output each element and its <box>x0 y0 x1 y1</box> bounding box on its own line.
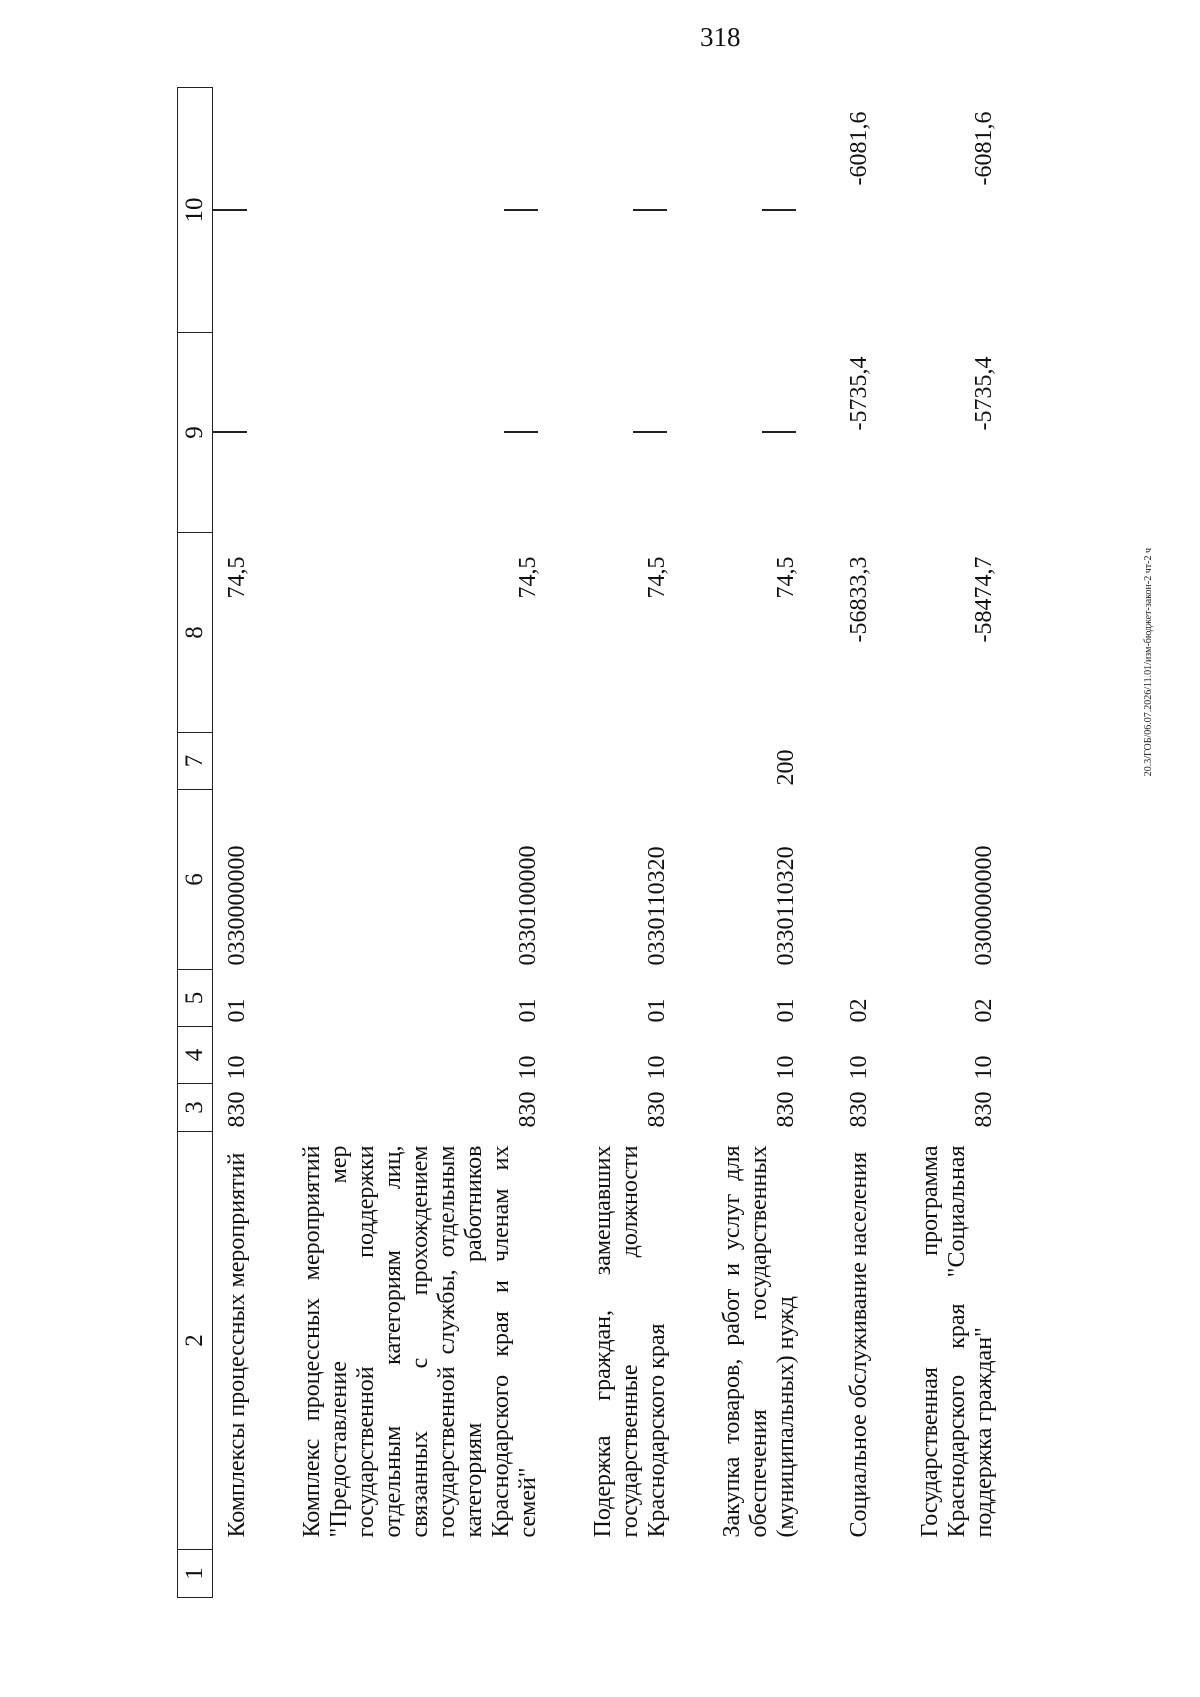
row-description: Закупка товаров, работ и услуг для обеспечения государственных (муниципальных) нужд <box>719 1145 799 1538</box>
cell-c10: -6081,6 <box>971 111 997 186</box>
cell-c7 <box>213 733 252 790</box>
col-header-10: 10 <box>178 88 213 333</box>
cell-c1 <box>917 1550 998 1598</box>
cell-c9: -5735,4 <box>971 356 997 431</box>
cell-c7 <box>846 733 873 790</box>
cell-c4: 10 <box>846 1055 872 1080</box>
cell-c7: 200 <box>773 749 799 786</box>
cell-c6: 0330000000 <box>224 845 250 966</box>
cell-c10 <box>719 88 800 333</box>
cell-c9 <box>299 333 542 533</box>
document-code: 20.3/ГОБ/06.07.2026/11.01/изм-бюджет-закон-2 чт-2 ч <box>1143 548 1154 777</box>
table-row <box>299 88 542 1598</box>
cell-c9 <box>719 333 800 533</box>
col-header-6: 6 <box>178 790 213 970</box>
cell-c5: 01 <box>224 998 250 1023</box>
table-row <box>719 88 800 1598</box>
cell-c4: 10 <box>224 1055 250 1080</box>
cell-c10 <box>213 88 252 333</box>
col-header-7: 7 <box>178 733 213 790</box>
cell-c6 <box>846 790 873 970</box>
col-header-1: 1 <box>178 1550 213 1598</box>
dash-mark <box>762 432 796 434</box>
cell-c1 <box>719 1550 800 1598</box>
cell-c10: -6081,6 <box>846 111 872 186</box>
row-description: Государственная программа Краснодарского края "Социальная поддержка граждан" <box>917 1145 997 1538</box>
row-description: Социальное обслуживание населения <box>846 1151 872 1538</box>
col-header-3: 3 <box>178 1084 213 1132</box>
cell-c9: -5735,4 <box>846 356 872 431</box>
cell-c5: 01 <box>644 998 670 1023</box>
cell-c1 <box>299 1550 542 1598</box>
cell-c4: 10 <box>773 1055 799 1080</box>
cell-c5: 02 <box>846 998 872 1023</box>
cell-c3: 830 <box>515 1091 541 1128</box>
cell-c6: 0330110320 <box>773 846 799 966</box>
col-header-4: 4 <box>178 1027 213 1084</box>
dash-mark <box>633 432 667 434</box>
col-header-8: 8 <box>178 533 213 733</box>
cell-c6: 0300000000 <box>971 845 997 966</box>
cell-c4: 10 <box>644 1055 670 1080</box>
cell-c10 <box>590 88 671 333</box>
dash-mark <box>504 209 538 211</box>
cell-c8: 74,5 <box>644 556 670 599</box>
cell-c9 <box>213 333 252 533</box>
budget-table <box>177 87 998 1598</box>
table-row <box>213 88 252 1598</box>
header-row <box>178 88 213 1598</box>
cell-c3: 830 <box>224 1091 250 1128</box>
row-spacer <box>671 88 719 1598</box>
cell-c4: 10 <box>515 1055 541 1080</box>
cell-c8: -56833,3 <box>846 556 872 643</box>
cell-c7 <box>299 733 542 790</box>
cell-c8: 74,5 <box>515 556 541 599</box>
dash-mark <box>213 209 247 211</box>
row-description: Комплексы процессных мероприятий <box>224 1152 250 1538</box>
cell-c8: 74,5 <box>224 556 250 599</box>
cell-c3: 830 <box>846 1091 872 1128</box>
cell-c1 <box>213 1550 252 1598</box>
cell-c7 <box>917 733 998 790</box>
cell-c5: 02 <box>971 998 997 1023</box>
cell-c6: 0330100000 <box>515 845 541 966</box>
rotated-table-region <box>177 88 1102 1598</box>
dash-mark <box>213 432 247 434</box>
cell-c4: 10 <box>971 1055 997 1080</box>
col-header-2: 2 <box>178 1132 213 1550</box>
cell-c3: 830 <box>644 1091 670 1128</box>
dash-mark <box>633 209 667 211</box>
cell-c1 <box>590 1550 671 1598</box>
dash-mark <box>504 432 538 434</box>
cell-c1 <box>846 1550 873 1598</box>
row-spacer <box>800 88 846 1598</box>
cell-c6: 0330110320 <box>644 846 670 966</box>
row-spacer <box>251 88 299 1598</box>
cell-c7 <box>590 733 671 790</box>
row-description: Комплекс процессных мероприятий "Предоставление мер государственной поддержки отдельным категориям лиц, связанных с прохождением государственной службы, отдельным категориям работников Краснодарского края и членам их семей" <box>299 1145 541 1538</box>
cell-c8: -58474,7 <box>971 556 997 643</box>
col-header-5: 5 <box>178 970 213 1027</box>
row-description: Подержка граждан, замещавших государственные должности Краснодарского края <box>590 1145 670 1538</box>
dash-mark <box>762 209 796 211</box>
cell-c5: 01 <box>515 998 541 1023</box>
table-row <box>917 88 998 1598</box>
row-spacer <box>873 88 917 1598</box>
cell-c5: 01 <box>773 998 799 1023</box>
cell-c9 <box>590 333 671 533</box>
page-number: 318 <box>700 22 741 52</box>
cell-c3: 830 <box>971 1091 997 1128</box>
row-spacer <box>542 88 590 1598</box>
col-header-9: 9 <box>178 333 213 533</box>
cell-c3: 830 <box>773 1091 799 1128</box>
table-row <box>846 88 873 1598</box>
cell-c8: 74,5 <box>773 556 799 599</box>
cell-c10 <box>299 88 542 333</box>
table-row <box>590 88 671 1598</box>
